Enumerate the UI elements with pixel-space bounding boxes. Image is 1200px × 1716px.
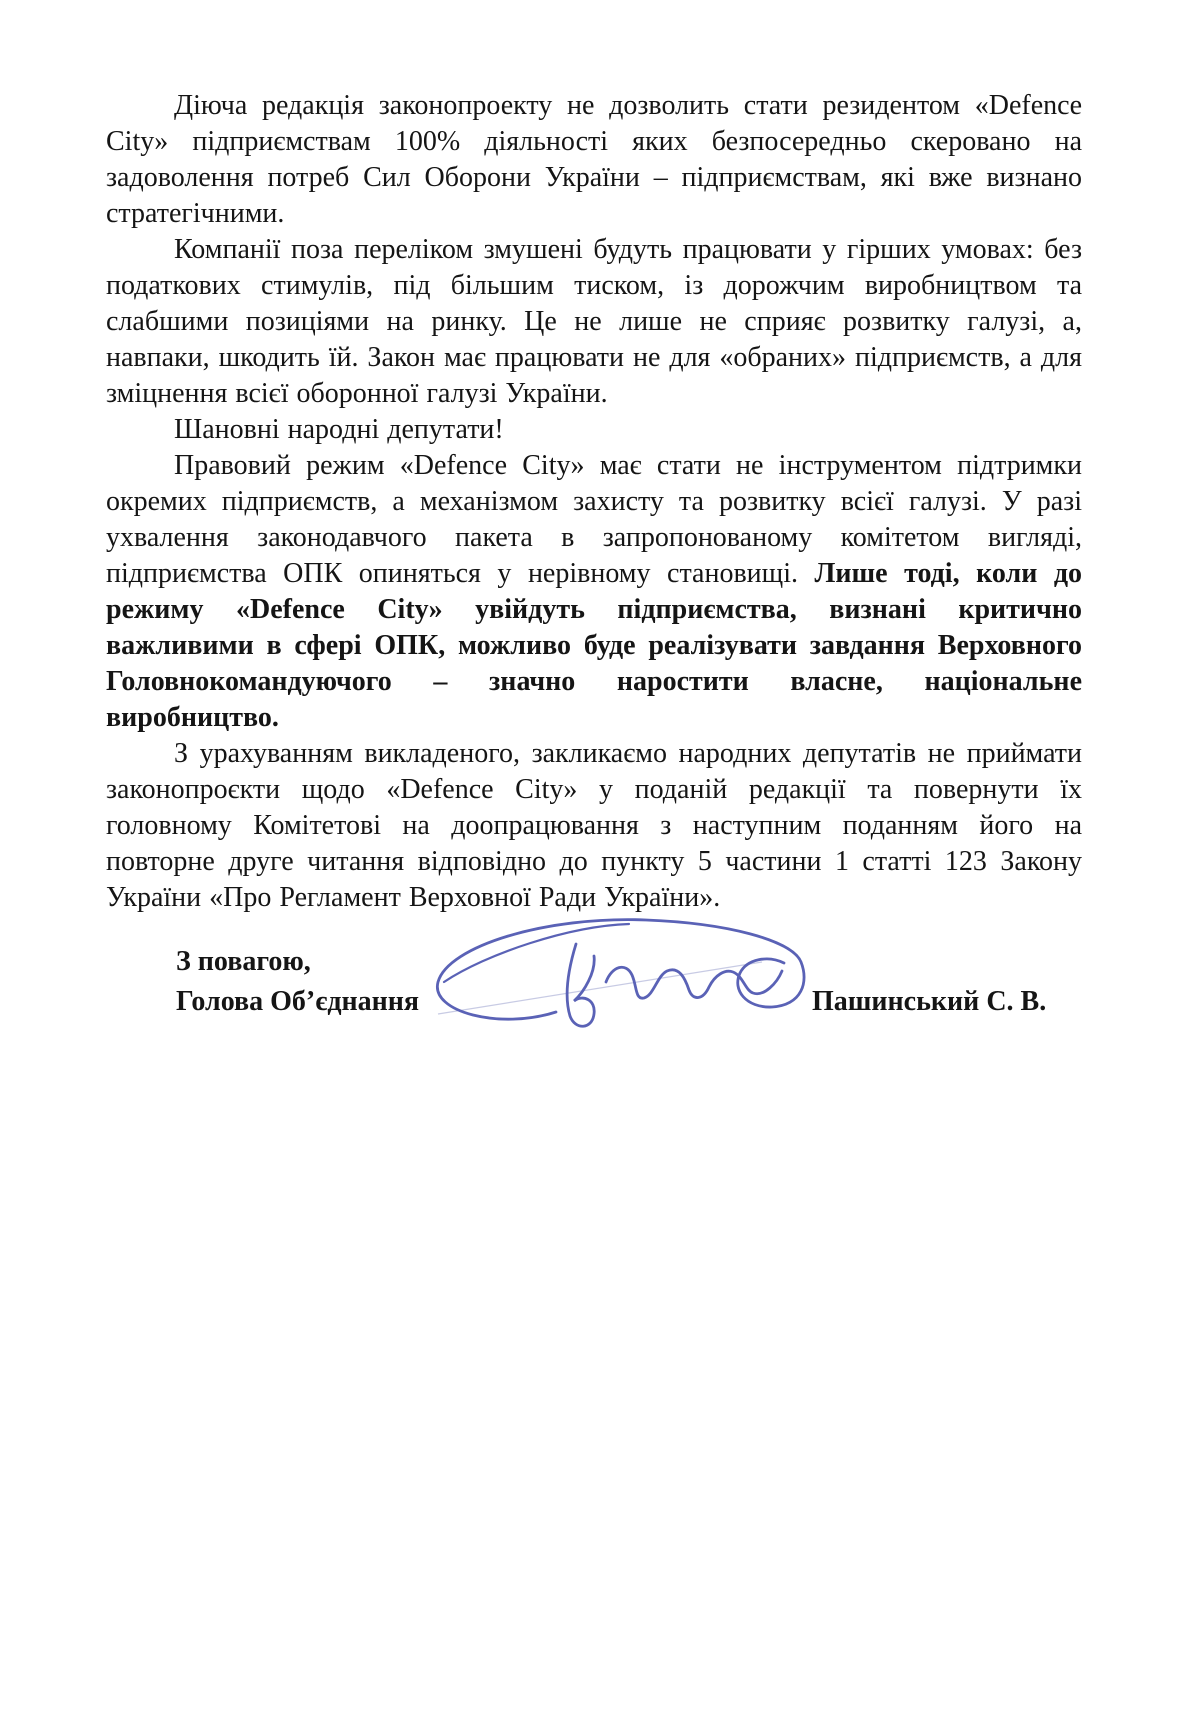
signature-stroke-letter bbox=[567, 944, 594, 1026]
signature-block bbox=[106, 942, 1082, 1112]
handwritten-signature-icon bbox=[424, 910, 869, 1058]
signatory-name: Пашинський С. В. bbox=[812, 986, 1047, 1017]
paragraph-2: Компанії поза переліком змушені будуть працювати у гірших умовах: без податкових стимулів, під більшим тиском, із дорожчим виробництвом та слабшими позиціями на ринку. Це не лише не сприяє розвитку галузі, а, навпаки, шкодить їй. Закон має працювати не для «обраних» підприємств, а для зміцнення всієї оборонної галузі України. bbox=[106, 234, 1082, 409]
paragraph-3-address: Шановні народні депутати! bbox=[174, 414, 504, 445]
paragraph-5: З урахуванням викладеного, закликаємо народних депутатів не приймати законопроєкти щодо «Defence City» у поданій редакції та повернути їх головному Комітетові на доопрацювання з наступним поданням його на повторне друге читання відповідно до пункту 5 частини 1 статті 123 Закону України «Про Регламент Верховної Ради України». bbox=[106, 738, 1082, 913]
signature-stroke-faint bbox=[438, 962, 762, 1014]
paragraph-1: Діюча редакція законопроекту не дозволить стати резидентом «Defence City» підприємствам 100% діяльності яких безпосередньо скеровано на задоволення потреб Сил Оборони України – підприємствам, які вже визнано стратегічними. bbox=[106, 90, 1082, 229]
paragraph-4-regular-text: Правовий режим «Defence City» має стати не інструментом підтримки окремих підприємств, а механізмом захисту та розвитку всієї галузі. У разі ухвалення законодавчого пакета в запропонованому комітетом вигляді, підприємства ОПК опиняться у нерівному становищі. bbox=[106, 450, 1082, 589]
paragraph-4-bold-text: Лише тоді, коли до режиму «Defence City» увійдуть підприємства, визнані критично важливими в сфері ОПК, можливо буде реалізувати завдання Верховного Головнокомандуючого – значно наростити власне, національне виробництво. bbox=[106, 558, 1083, 733]
signature-stroke-flourish bbox=[437, 920, 804, 1020]
signature-stroke-inner-arc bbox=[444, 924, 629, 982]
signature-role: Голова Об’єднання bbox=[176, 986, 420, 1017]
letter-body bbox=[106, 88, 1082, 1112]
paragraph-4 bbox=[106, 448, 1082, 736]
signature-salutation: З повагою, bbox=[176, 946, 311, 977]
